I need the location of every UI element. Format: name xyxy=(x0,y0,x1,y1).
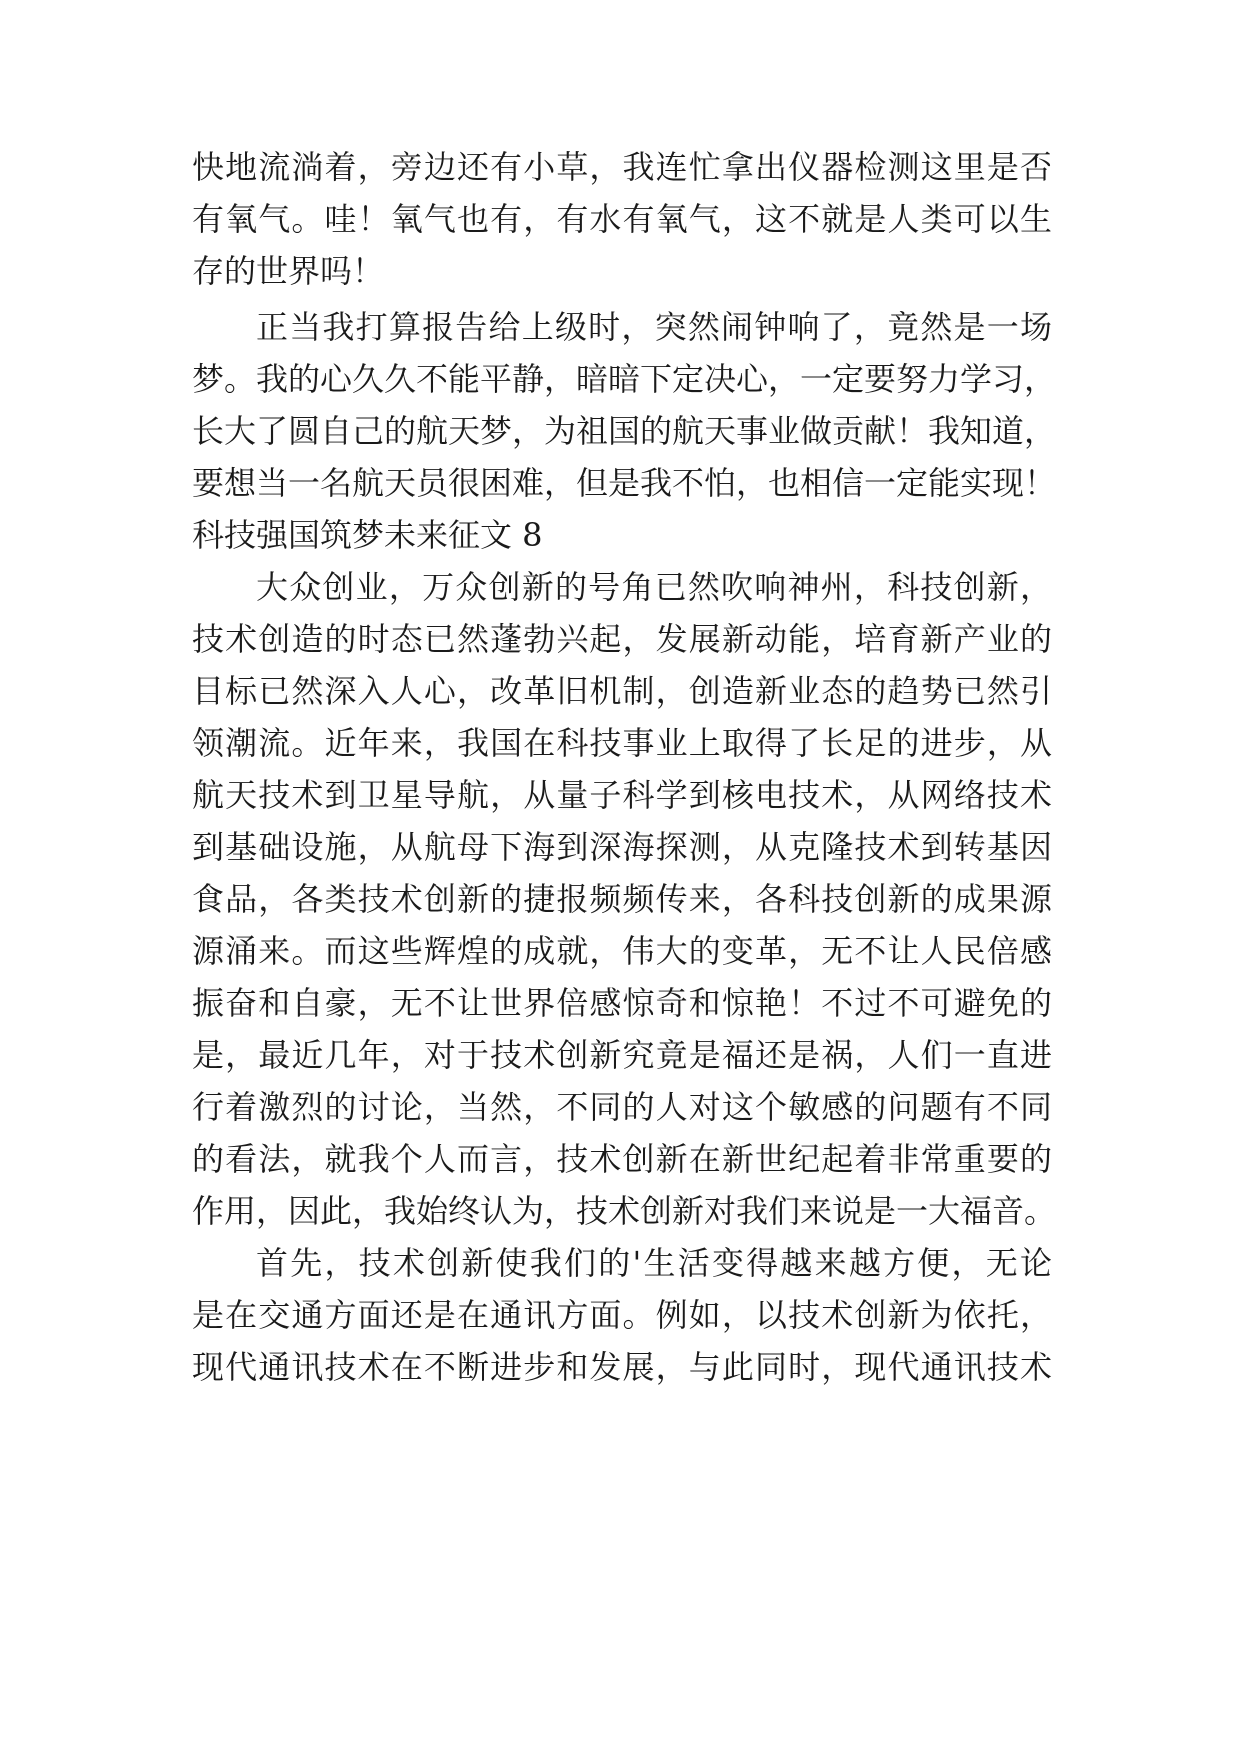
paragraph-line: 行着激烈的讨论，当然，不同的人对这个敏感的问题有不同 xyxy=(192,1088,1052,1126)
paragraph-line: 技术创造的时态已然蓬勃兴起，发展新动能，培育新产业的 xyxy=(192,620,1052,658)
paragraph-line: 梦。我的心久久不能平静，暗暗下定决心，一定要努力学习， xyxy=(192,360,1057,398)
paragraph-line: 振奋和自豪，无不让世界倍感惊奇和惊艳！不过不可避免的 xyxy=(192,984,1052,1022)
paragraph-line: 领潮流。近年来，我国在科技事业上取得了长足的进步，从 xyxy=(192,724,1052,762)
paragraph-line: 大众创业，万众创新的号角已然吹响神州，科技创新， xyxy=(256,568,1052,606)
paragraph-line: 首先，技术创新使我们的'生活变得越来越方便，无论 xyxy=(256,1244,1052,1282)
paragraph-line: 长大了圆自己的航天梦，为祖国的航天事业做贡献！我知道， xyxy=(192,412,1057,450)
paragraph-line: 航天技术到卫星导航，从量子科学到核电技术，从网络技术 xyxy=(192,776,1052,814)
paragraph-line: 现代通讯技术在不断进步和发展，与此同时，现代通讯技术 xyxy=(192,1348,1052,1386)
paragraph-line: 是在交通方面还是在通讯方面。例如，以技术创新为依托， xyxy=(192,1296,1052,1334)
paragraph-line: 目标已然深入人心，改革旧机制，创造新业态的趋势已然引 xyxy=(192,672,1052,710)
paragraph-line: 要想当一名航天员很困难，但是我不怕，也相信一定能实现！ xyxy=(192,464,1057,502)
paragraph-line: 作用，因此，我始终认为，技术创新对我们来说是一大福音。 xyxy=(192,1192,1057,1230)
paragraph-line: 源涌来。而这些辉煌的成就，伟大的变革，无不让人民倍感 xyxy=(192,932,1052,970)
section-heading: 科技强国筑梦未来征文 8 xyxy=(192,516,543,554)
paragraph-line: 快地流淌着，旁边还有小草，我连忙拿出仪器检测这里是否 xyxy=(192,148,1052,186)
paragraph-line: 存的世界吗！ xyxy=(192,252,385,290)
paragraph-line: 食品，各类技术创新的捷报频频传来，各科技创新的成果源 xyxy=(192,880,1052,918)
paragraph-line: 到基础设施，从航母下海到深海探测，从克隆技术到转基因 xyxy=(192,828,1052,866)
paragraph-line: 是，最近几年，对于技术创新究竟是福还是祸，人们一直进 xyxy=(192,1036,1052,1074)
paragraph-line: 有氧气。哇！氧气也有，有水有氧气，这不就是人类可以生 xyxy=(192,200,1052,238)
paragraph-line: 正当我打算报告给上级时，突然闹钟响了，竟然是一场 xyxy=(256,308,1052,346)
paragraph-line: 的看法，就我个人而言，技术创新在新世纪起着非常重要的 xyxy=(192,1140,1052,1178)
